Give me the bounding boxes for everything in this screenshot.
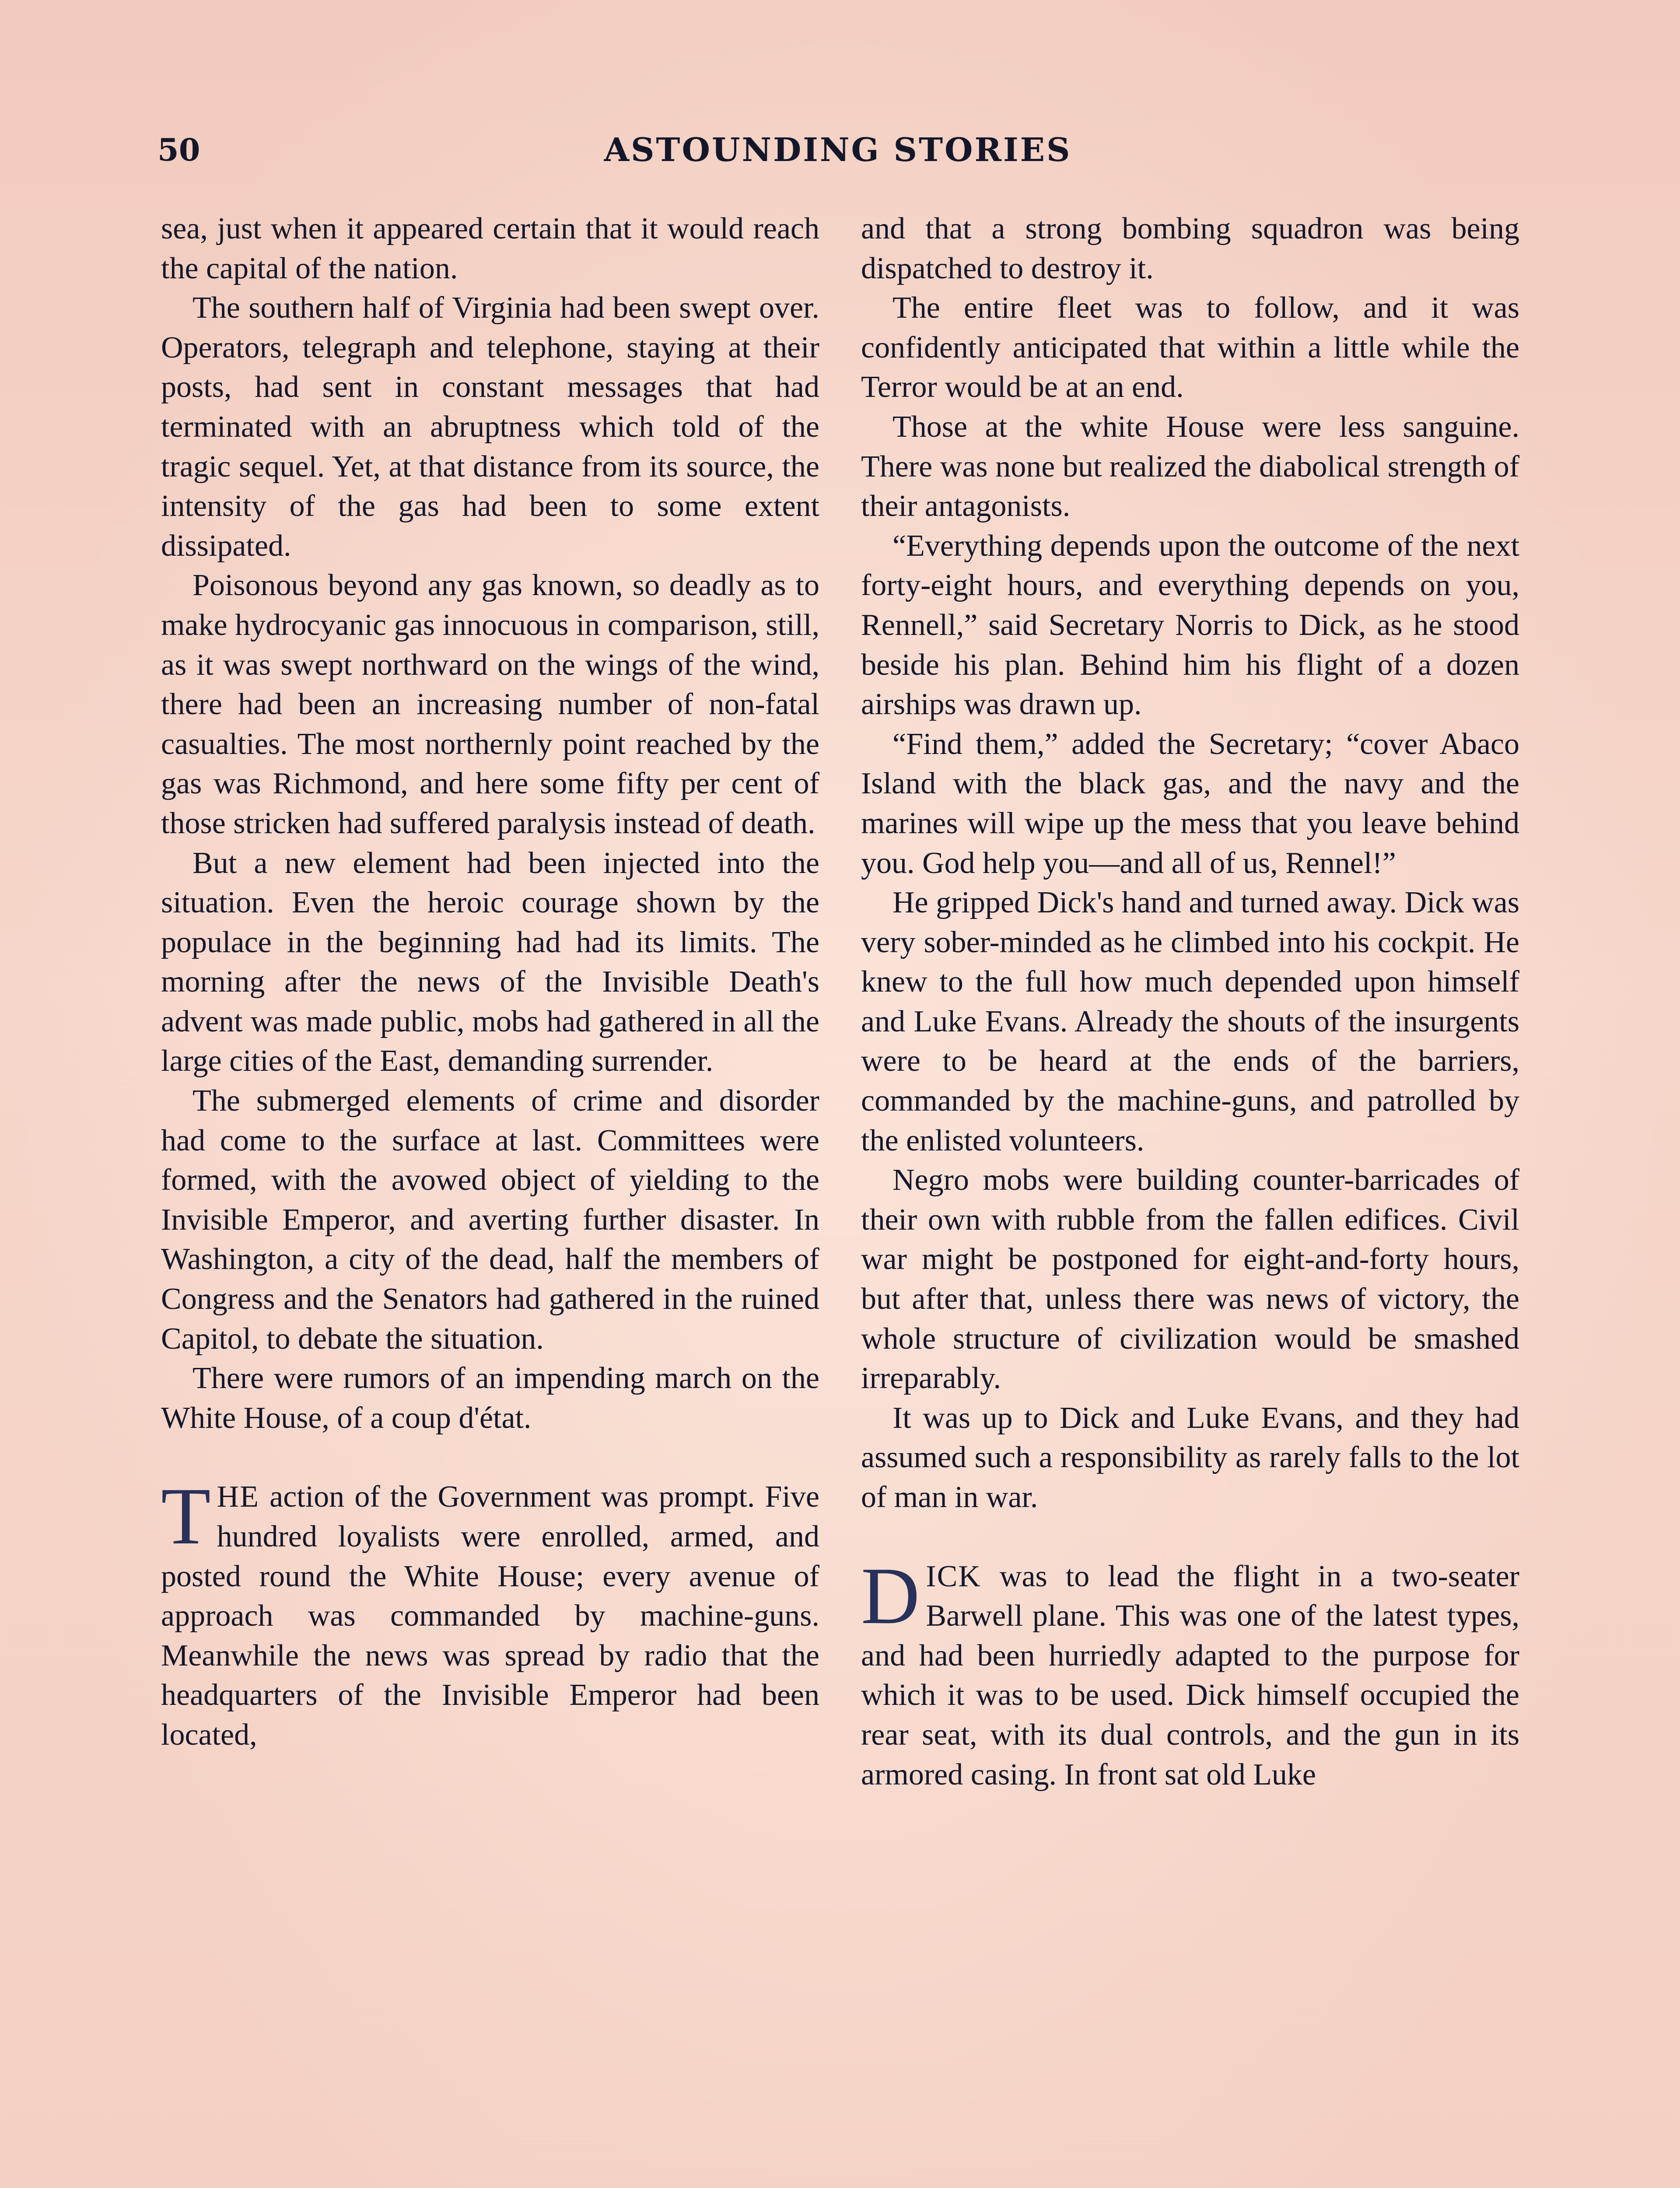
paragraph: “Everything depends upon the outcome of the next forty-eight hours, and everything depends on you, Rennell,” said Secretary Norris to Dick, as he stood beside his plan. Behind him his flight of a dozen airships was drawn up. [861, 529, 1519, 722]
paragraph: He gripped Dick's hand and turned away. Dick was very sober-minded as he climbed into his cockpit. He knew to the full how much depended upon himself and Luke Evans. Already the shouts of the insurgents were to be heard at the ends of the barriers, commanded by the machine-guns, and patrolled by the enlisted volunteers. [861, 886, 1519, 1157]
paragraph: sea, just when it appeared certain that it would reach the capital of the nation. [161, 212, 819, 285]
section-opening-paragraph [161, 1471, 819, 1755]
paragraph: There were rumors of an impending march on the White House, of a coup d'état. [161, 1361, 819, 1435]
paragraph: Those at the white House were less sanguine. There was none but realized the diabolical strength of their antagonists. [861, 410, 1519, 523]
running-title: ASTOUNDING STORIES [604, 131, 1072, 169]
lead-in-caps: ICK [926, 1559, 981, 1593]
paragraph: It was up to Dick and Luke Evans, and they had assumed such a responsibility as rarely falls to the lot of man in war. [861, 1401, 1519, 1514]
paragraph: Poisonous beyond any gas known, so deadly as to make hydrocyanic gas innocuous in comparison, still, as it was swept northward on the wings of the wind, there had been an increasing number of non-fatal casualties. The most northernly point reached by the gas was Richmond, and here some fifty per cent of those stricken had suffered paralysis instead of death. [161, 568, 819, 840]
paragraph: Negro mobs were building counter-barricades of their own with rubble from the fallen edifices. Civil war might be postponed for eight-and-forty hours, but after that, unless there was news of victory, the whole structure of civilization would be smashed irreparably. [861, 1163, 1519, 1396]
paragraph: “Find them,” added the Secretary; “cover Abaco Island with the black gas, and the navy and the marines will wipe up the mess that you leave behind you. God help you—and all of us, Rennel!” [861, 727, 1519, 880]
paragraph: and that a strong bombing squadron was being dispatched to destroy it. [861, 212, 1519, 285]
paragraph: The southern half of Virginia had been swept over. Operators, telegraph and telephone, staying at their posts, had sent in constant messages that had terminated with an abruptness which told of the tragic sequel. Yet, at that distance from its source, the intensity of the gas had been to some extent dissipated. [161, 291, 819, 563]
left-column [161, 209, 819, 1755]
section-text: was to lead the flight in a two-seater Barwell plane. This was one of the latest types, and had been hurriedly adapted to the purpose for which it was to be used. Dick himself occupied the rear seat, with its dual controls, and the gun in its armored casing. In front sat old Luke [861, 1559, 1519, 1792]
drop-cap: D [861, 1550, 920, 1641]
paragraph: The entire fleet was to follow, and it was confidently anticipated that within a little while the Terror would be at an end. [861, 291, 1519, 404]
paragraph: The submerged elements of crime and disorder had come to the surface at last. Committees were formed, with the avowed object of yielding to the Invisible Emperor, and averting further disaster. In Washington, a city of the dead, half the members of Congress and the Senators had gathered in the ruined Capitol, to debate the situation. [161, 1084, 819, 1356]
page-number: 50 [158, 132, 200, 168]
section-opening-paragraph [861, 1550, 1519, 1795]
lead-in-caps: HE [217, 1480, 259, 1514]
paragraph: But a new element had been injected into the situation. Even the heroic courage shown by the populace in the beginning had had its limits. The morning after the news of the Invisible Death's advent was made public, mobs had gathered in all the large cities of the East, demanding surrender. [161, 846, 819, 1078]
drop-cap: T [161, 1471, 211, 1562]
right-column [861, 209, 1519, 1795]
section-text: action of the Government was prompt. Five hundred loyalists were enrolled, armed, and posted round the White House; every avenue of approach was commanded by machine-guns. Meanwhile the news was spread by radio that the headquarters of the Invisible Emperor had been located, [161, 1480, 819, 1752]
page-header [158, 126, 1518, 174]
